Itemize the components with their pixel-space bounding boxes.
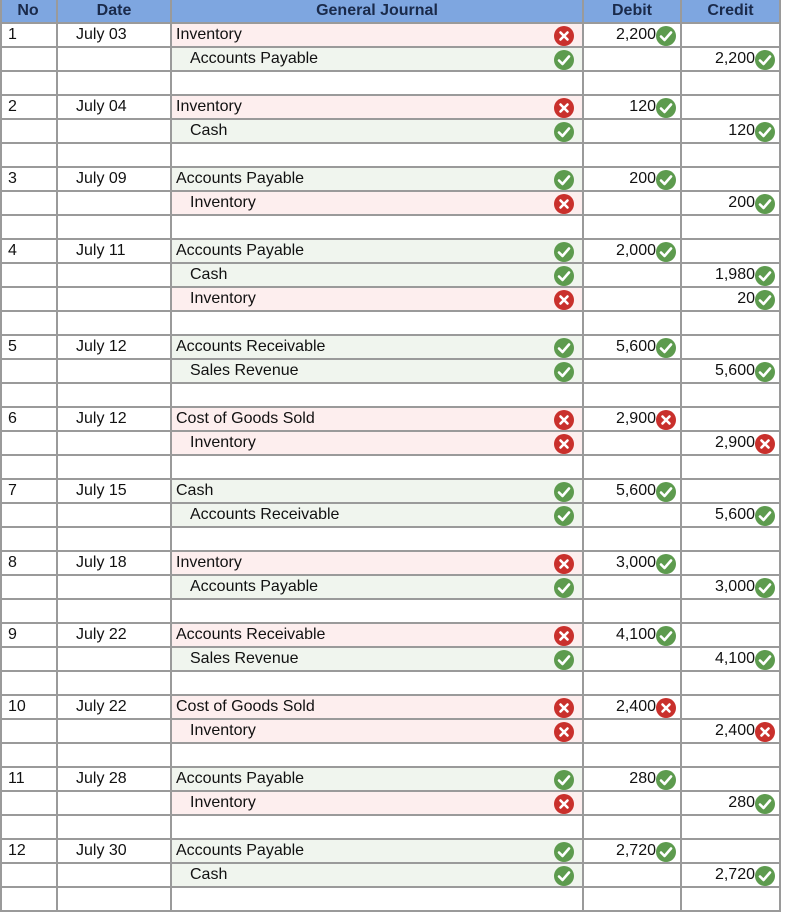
debit-amount: 200 [629, 170, 656, 187]
check-circle-icon [755, 794, 775, 814]
credit-amount: 2,200 [714, 50, 755, 67]
entry-number: 2 [8, 98, 17, 115]
row-separator [2, 310, 779, 312]
x-circle-icon [554, 554, 574, 574]
row-separator [2, 694, 779, 696]
table-row [0, 264, 781, 288]
row-separator [2, 190, 779, 192]
row-separator [2, 766, 779, 768]
check-circle-icon [554, 50, 574, 70]
account-name: Accounts Payable [176, 842, 305, 859]
table-row [0, 576, 781, 600]
x-circle-icon [755, 722, 775, 742]
credit-amount: 5,600 [714, 362, 755, 379]
row-separator [2, 622, 779, 624]
row-separator [2, 214, 779, 216]
row-separator [2, 862, 779, 864]
entry-date: July 11 [76, 242, 126, 259]
column-separator [56, 0, 58, 912]
row-separator [2, 46, 779, 48]
entry-date: July 12 [76, 338, 127, 355]
table-row [0, 480, 781, 504]
column-separator [170, 0, 172, 912]
table-row [0, 48, 781, 72]
row-separator [2, 262, 779, 264]
table-row [0, 24, 781, 48]
table-row [0, 336, 781, 360]
entry-number: 12 [8, 842, 26, 859]
entry-number: 5 [8, 338, 17, 355]
row-separator [2, 790, 779, 792]
check-circle-icon [755, 506, 775, 526]
account-name: Inventory [176, 554, 242, 571]
row-separator [2, 166, 779, 168]
check-circle-icon [554, 170, 574, 190]
row-separator [2, 814, 779, 816]
debit-amount: 3,000 [615, 554, 656, 571]
check-circle-icon [656, 170, 676, 190]
credit-amount: 1,980 [714, 266, 755, 283]
table-row [0, 240, 781, 264]
account-name: Inventory [176, 26, 242, 43]
row-separator [2, 550, 779, 552]
check-circle-icon [554, 122, 574, 142]
account-name: Accounts Payable [176, 770, 305, 787]
header-debit: Debit [584, 0, 680, 22]
debit-amount: 5,600 [615, 338, 656, 355]
account-name: Inventory [190, 794, 256, 811]
x-circle-icon [554, 98, 574, 118]
credit-amount: 4,100 [714, 650, 755, 667]
table-row [0, 552, 781, 576]
header-no: No [0, 0, 56, 22]
debit-amount: 120 [629, 98, 656, 115]
entry-number: 10 [8, 698, 26, 715]
credit-amount: 120 [728, 122, 755, 139]
check-circle-icon [554, 338, 574, 358]
account-cell-background [172, 264, 582, 286]
check-circle-icon [554, 866, 574, 886]
entry-date: July 15 [76, 482, 127, 499]
x-circle-icon [554, 290, 574, 310]
table-row [0, 768, 781, 792]
table-row [0, 504, 781, 528]
x-circle-icon [554, 794, 574, 814]
account-cell-background [172, 864, 582, 886]
x-circle-icon [656, 698, 676, 718]
account-name: Cash [190, 866, 228, 883]
entry-date: July 22 [76, 698, 127, 715]
row-separator [2, 454, 779, 456]
x-circle-icon [554, 698, 574, 718]
entry-number: 7 [8, 482, 17, 499]
row-separator [2, 886, 779, 888]
credit-amount: 20 [737, 290, 755, 307]
credit-amount: 2,900 [714, 434, 755, 451]
row-separator [2, 406, 779, 408]
account-name: Cash [190, 122, 228, 139]
account-name: Inventory [176, 98, 242, 115]
entry-number: 6 [8, 410, 17, 427]
check-circle-icon [755, 362, 775, 382]
check-circle-icon [554, 506, 574, 526]
check-circle-icon [656, 242, 676, 262]
check-circle-icon [656, 26, 676, 46]
account-name: Accounts Receivable [176, 626, 326, 643]
entry-number: 3 [8, 170, 17, 187]
header-date: Date [58, 0, 170, 22]
debit-amount: 2,000 [615, 242, 656, 259]
entry-date: July 22 [76, 626, 127, 643]
debit-amount: 2,400 [615, 698, 656, 715]
row-separator [2, 70, 779, 72]
row-separator [2, 94, 779, 96]
x-circle-icon [554, 626, 574, 646]
x-circle-icon [554, 434, 574, 454]
account-cell-background [172, 120, 582, 142]
x-circle-icon [554, 26, 574, 46]
debit-amount: 2,900 [615, 410, 656, 427]
entry-number: 8 [8, 554, 17, 571]
x-circle-icon [554, 194, 574, 214]
debit-amount: 2,720 [615, 842, 656, 859]
entry-date: July 30 [76, 842, 127, 859]
account-name: Accounts Payable [190, 50, 319, 67]
credit-amount: 5,600 [714, 506, 755, 523]
account-name: Inventory [190, 722, 256, 739]
column-separator [680, 0, 682, 912]
account-name: Inventory [190, 434, 256, 451]
check-circle-icon [656, 770, 676, 790]
account-name: Accounts Payable [176, 170, 305, 187]
account-name: Cost of Goods Sold [176, 410, 315, 427]
row-separator [2, 430, 779, 432]
check-circle-icon [554, 770, 574, 790]
row-separator [2, 670, 779, 672]
check-circle-icon [755, 866, 775, 886]
table-row [0, 792, 781, 816]
table-row [0, 408, 781, 432]
debit-amount: 4,100 [615, 626, 656, 643]
row-separator [2, 358, 779, 360]
check-circle-icon [554, 242, 574, 262]
check-circle-icon [554, 578, 574, 598]
account-name: Cost of Goods Sold [176, 698, 315, 715]
check-circle-icon [656, 842, 676, 862]
table-row [0, 360, 781, 384]
check-circle-icon [554, 482, 574, 502]
debit-amount: 5,600 [615, 482, 656, 499]
entry-date: July 28 [76, 770, 127, 787]
check-circle-icon [755, 50, 775, 70]
row-separator [2, 598, 779, 600]
row-separator [2, 22, 779, 24]
x-circle-icon [755, 434, 775, 454]
credit-amount: 3,000 [714, 578, 755, 595]
column-separator [0, 0, 2, 912]
account-name: Accounts Payable [190, 578, 319, 595]
check-circle-icon [755, 290, 775, 310]
header-general-journal: General Journal [172, 0, 582, 22]
table-row [0, 96, 781, 120]
entry-date: July 04 [76, 98, 127, 115]
row-separator [2, 574, 779, 576]
table-row [0, 288, 781, 312]
table-row [0, 840, 781, 864]
table-row [0, 120, 781, 144]
check-circle-icon [656, 626, 676, 646]
x-circle-icon [656, 410, 676, 430]
credit-amount: 2,400 [714, 722, 755, 739]
check-circle-icon [755, 122, 775, 142]
check-circle-icon [656, 554, 676, 574]
table-row [0, 720, 781, 744]
account-name: Accounts Payable [176, 242, 305, 259]
table-row [0, 648, 781, 672]
account-name: Inventory [190, 290, 256, 307]
account-cell-background [172, 480, 582, 502]
entry-number: 11 [8, 770, 25, 787]
row-separator [2, 142, 779, 144]
column-separator [582, 0, 584, 912]
row-separator [2, 286, 779, 288]
entry-date: July 18 [76, 554, 127, 571]
check-circle-icon [755, 578, 775, 598]
table-row [0, 696, 781, 720]
x-circle-icon [554, 722, 574, 742]
check-circle-icon [554, 362, 574, 382]
row-separator [2, 502, 779, 504]
row-separator [2, 478, 779, 480]
row-separator [2, 334, 779, 336]
credit-amount: 200 [728, 194, 755, 211]
check-circle-icon [554, 650, 574, 670]
debit-amount: 2,200 [615, 26, 656, 43]
account-name: Sales Revenue [190, 650, 299, 667]
row-separator [2, 742, 779, 744]
check-circle-icon [554, 266, 574, 286]
debit-amount: 280 [629, 770, 656, 787]
header-credit: Credit [682, 0, 779, 22]
account-name: Accounts Receivable [176, 338, 326, 355]
row-separator [2, 718, 779, 720]
column-separator [779, 0, 781, 912]
row-separator [2, 526, 779, 528]
table-row [0, 168, 781, 192]
check-circle-icon [755, 194, 775, 214]
account-name: Sales Revenue [190, 362, 299, 379]
entry-date: July 12 [76, 410, 127, 427]
check-circle-icon [656, 482, 676, 502]
row-separator [2, 838, 779, 840]
table-row [0, 624, 781, 648]
table-row [0, 864, 781, 888]
row-separator [2, 118, 779, 120]
entry-number: 1 [8, 26, 17, 43]
check-circle-icon [656, 338, 676, 358]
entry-number: 4 [8, 242, 17, 259]
table-row [0, 432, 781, 456]
account-name: Accounts Receivable [190, 506, 340, 523]
check-circle-icon [755, 650, 775, 670]
table-row [0, 192, 781, 216]
credit-amount: 280 [728, 794, 755, 811]
entry-date: July 03 [76, 26, 127, 43]
check-circle-icon [554, 842, 574, 862]
account-name: Inventory [190, 194, 256, 211]
entry-date: July 09 [76, 170, 127, 187]
account-name: Cash [190, 266, 228, 283]
entry-number: 9 [8, 626, 17, 643]
check-circle-icon [656, 98, 676, 118]
account-name: Cash [176, 482, 214, 499]
row-separator [2, 238, 779, 240]
credit-amount: 2,720 [714, 866, 755, 883]
check-circle-icon [755, 266, 775, 286]
row-separator [2, 382, 779, 384]
row-separator [2, 646, 779, 648]
x-circle-icon [554, 410, 574, 430]
